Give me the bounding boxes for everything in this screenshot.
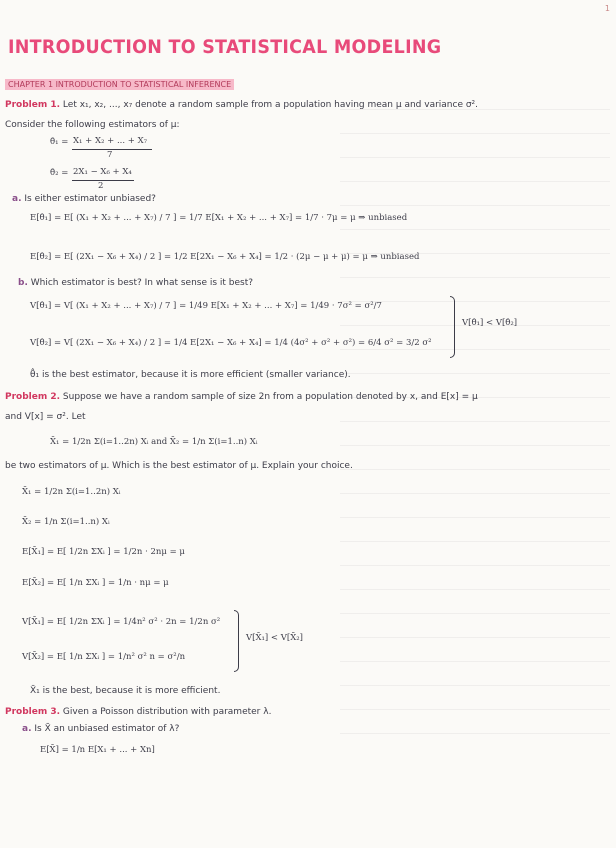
expectation-estimator-1: E[θ̂₁] = E[ (X₁ + X₂ + ... + X₇) / 7 ] = 1/7 E[X₁ + X₂ + ... + X₇] = 1/7 · 7μ = μ ⇒ unbiased xyxy=(30,213,408,223)
expectation-xbar-2: E[X̄₂] = E[ 1/n ΣXᵢ ] = 1/n · nμ = μ xyxy=(22,578,169,588)
estimator-xbar-2: X̄₂ = 1/n Σ(i=1..n) Xᵢ xyxy=(22,517,110,527)
question-a-text: Is either estimator unbiased? xyxy=(24,194,156,204)
variance-estimator-1: V[θ̂₁] = V[ (X₁ + X₂ + ... + X₇) / 7 ] = 1/49 E[X₁ + X₂ + ... + X₇] = 1/49 · 7σ² = σ²/7 xyxy=(30,301,382,311)
problem-2-text-2: and V[x] = σ². Let xyxy=(5,412,86,422)
problem-2-conclusion: X̄₁ is the best, because it is more efficient. xyxy=(30,686,221,696)
estimator-1-numerator: X₁ + X₂ + ... + X₇ xyxy=(73,136,148,146)
estimator-2-denominator: 2 xyxy=(98,181,104,191)
page-number: 1 xyxy=(604,4,610,13)
estimator-xbar-1: X̄₁ = 1/2n Σ(i=1..2n) Xᵢ xyxy=(22,487,121,497)
variance-comparison: V[θ̂₁] < V[θ̂₂] xyxy=(462,318,518,328)
problem-3-statement xyxy=(5,707,271,718)
chapter-heading: CHAPTER 1 INTRODUCTION TO STATISTICAL INFERENCE xyxy=(5,79,234,90)
problem-1-text: Let x₁, x₂, ..., x₇ denote a random sample from a population having mean μ and variance σ². xyxy=(62,100,479,110)
problem-1-question-b xyxy=(18,278,253,289)
variance-xbar-2: V[X̄₂] = E[ 1/n ΣXᵢ ] = 1/n² σ² n = σ²/n xyxy=(22,652,186,662)
problem-3-expectation: E[X̄] = 1/n E[X₁ + ... + Xn] xyxy=(40,745,155,755)
expectation-estimator-2: E[θ̂₂] = E[ (2X₁ − X₆ + X₄) / 2 ] = 1/2 E[2X₁ − X₆ + X₄] = 1/2 · (2μ − μ + μ) = μ ⇒ unbiased xyxy=(30,252,420,262)
estimator-1-denominator: 7 xyxy=(107,150,113,160)
xbar-variance-brace xyxy=(234,610,239,672)
problem-2-text-1: Suppose we have a random sample of size 2n from a population denoted by x, and E[x] = μ xyxy=(62,392,478,402)
problem-2-text-3: be two estimators of μ. Which is the best estimator of μ. Explain your choice. xyxy=(5,461,353,471)
variance-estimator-2: V[θ̂₂] = V[ (2X₁ − X₆ + X₄) / 2 ] = 1/4 E[2X₁ − X₆ + X₄] = 1/4 (4σ² + σ² + σ²) = 6/4 σ² = 3/2 σ² xyxy=(30,338,432,348)
problem-2-statement xyxy=(5,392,478,403)
problem-3-question-a-label: a. xyxy=(22,724,32,734)
problem-1-question-a xyxy=(12,194,156,205)
estimator-2-lhs: θ̂₂ = xyxy=(50,168,69,178)
estimator-2-numerator: 2X₁ − X₆ + X₄ xyxy=(73,167,132,177)
problem-1-consider: Consider the following estimators of μ: xyxy=(5,120,180,130)
variance-comparison-brace xyxy=(450,296,455,358)
estimator-1-lhs: θ̂₁ = xyxy=(50,137,69,147)
question-b-text: Which estimator is best? In what sense is it best? xyxy=(30,278,254,288)
problem-3-text: Given a Poisson distribution with parameter λ. xyxy=(62,707,272,717)
expectation-xbar-1: E[X̄₁] = E[ 1/2n ΣXᵢ ] = 1/2n · 2nμ = μ xyxy=(22,547,185,557)
question-a-label: a. xyxy=(12,194,22,204)
problem-1-statement xyxy=(5,100,478,111)
problem-1-conclusion: θ̂₁ is the best estimator, because it is more efficient (smaller variance). xyxy=(30,370,351,380)
problem-3-question-a xyxy=(22,724,179,735)
xbar-variance-comparison: V[X̄₁] < V[X̄₂] xyxy=(246,633,303,643)
question-b-label: b. xyxy=(18,278,28,288)
problem-2-definitions: X̄₁ = 1/2n Σ(i=1..2n) Xᵢ and X̄₂ = 1/n Σ(i=1..n) Xᵢ xyxy=(50,437,258,447)
variance-xbar-1: V[X̄₁] = E[ 1/2n ΣXᵢ ] = 1/4n² σ² · 2n = 1/2n σ² xyxy=(22,617,221,627)
problem-3-question-a-text: Is X̄ an unbiased estimator of λ? xyxy=(34,724,180,734)
problem-1-label: Problem 1. xyxy=(5,100,61,110)
problem-3-label: Problem 3. xyxy=(5,707,61,717)
page-title: INTRODUCTION TO STATISTICAL MODELING xyxy=(8,36,442,58)
problem-2-label: Problem 2. xyxy=(5,392,61,402)
bleed-through-texture xyxy=(340,95,610,755)
